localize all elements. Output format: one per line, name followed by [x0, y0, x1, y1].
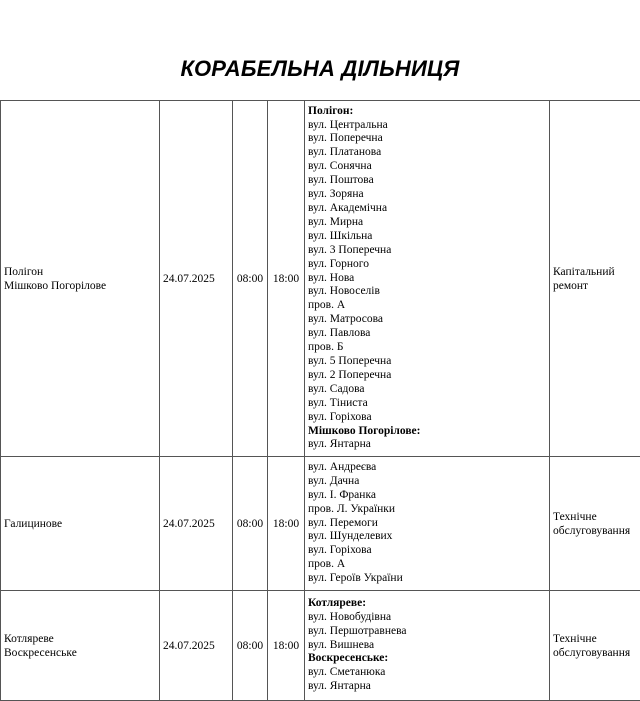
address-line: вул. Сметанюка [308, 666, 546, 680]
work-type-line: обслуговування [553, 646, 640, 660]
work-type-line: Капітальний [553, 265, 640, 279]
address-line: вул. Новобудівна [308, 611, 546, 625]
address-line: вул. Павлова [308, 327, 546, 341]
schedule-rows [1, 101, 640, 701]
page-title: КОРАБЕЛЬНА ДІЛЬНИЦЯ [0, 56, 640, 82]
address-group-heading: Полігон: [308, 105, 546, 119]
settlement-line: Мішково Погорілове [4, 279, 156, 293]
address-line: вул. Андреєва [308, 461, 546, 475]
address-line: вул. Академічна [308, 202, 546, 216]
address-list-cell [305, 591, 550, 701]
address-line: вул. Горіхова [308, 411, 546, 425]
address-line: вул. Зоряна [308, 188, 546, 202]
address-line: вул. 3 Поперечна [308, 244, 546, 258]
time-from-cell: 08:00 [233, 591, 268, 701]
settlement-cell [1, 101, 160, 457]
address-line: вул. Дачна [308, 475, 546, 489]
date-cell: 24.07.2025 [160, 457, 233, 591]
address-line: вул. Сонячна [308, 160, 546, 174]
time-to-cell: 18:00 [268, 591, 305, 701]
table-row [1, 101, 640, 457]
address-line: вул. Центральна [308, 119, 546, 133]
work-type-line: обслуговування [553, 524, 640, 538]
address-group-heading: Котляреве: [308, 597, 546, 611]
address-line: вул. Новоселів [308, 285, 546, 299]
settlement-cell [1, 457, 160, 591]
settlement-line: Полігон [4, 265, 156, 279]
time-from-cell: 08:00 [233, 457, 268, 591]
outage-schedule-table [0, 100, 640, 701]
address-list-cell [305, 101, 550, 457]
address-line: пров. Б [308, 341, 546, 355]
address-line: вул. Садова [308, 383, 546, 397]
settlement-cell [1, 591, 160, 701]
time-to-cell: 18:00 [268, 457, 305, 591]
date-cell: 24.07.2025 [160, 591, 233, 701]
address-line: вул. Шунделевих [308, 530, 546, 544]
address-line: вул. Янтарна [308, 438, 546, 452]
work-type-line: ремонт [553, 279, 640, 293]
settlement-line: Котляреве [4, 632, 156, 646]
address-line: вул. Поштова [308, 174, 546, 188]
address-line: вул. Мирна [308, 216, 546, 230]
address-line: вул. Янтарна [308, 680, 546, 694]
settlement-line: Галицинове [4, 517, 156, 531]
address-line: вул. Вишнева [308, 639, 546, 653]
time-from-cell: 08:00 [233, 101, 268, 457]
address-line: вул. Нова [308, 272, 546, 286]
address-line: вул. Героїв України [308, 572, 546, 586]
address-line: вул. 5 Поперечна [308, 355, 546, 369]
address-line: вул. Шкільна [308, 230, 546, 244]
time-to-cell: 18:00 [268, 101, 305, 457]
address-line: пров. А [308, 558, 546, 572]
address-group-heading: Мішково Погорілове: [308, 425, 546, 439]
address-line: вул. Поперечна [308, 132, 546, 146]
settlement-line: Воскресенське [4, 646, 156, 660]
address-line: вул. Тіниста [308, 397, 546, 411]
date-cell: 24.07.2025 [160, 101, 233, 457]
address-list-cell [305, 457, 550, 591]
table-row [1, 591, 640, 701]
address-group-heading: Воскресенське: [308, 652, 546, 666]
work-type-line: Технічне [553, 510, 640, 524]
address-line: вул. І. Франка [308, 489, 546, 503]
address-line: вул. Горіхова [308, 544, 546, 558]
address-line: вул. 2 Поперечна [308, 369, 546, 383]
address-line: вул. Першотравнева [308, 625, 546, 639]
address-line: пров. Л. Українки [308, 503, 546, 517]
address-line: вул. Платанова [308, 146, 546, 160]
work-type-line: Технічне [553, 632, 640, 646]
work-type-cell [550, 457, 640, 591]
address-line: пров. А [308, 299, 546, 313]
work-type-cell [550, 101, 640, 457]
address-line: вул. Перемоги [308, 517, 546, 531]
address-line: вул. Горного [308, 258, 546, 272]
work-type-cell [550, 591, 640, 701]
address-line: вул. Матросова [308, 313, 546, 327]
table-row [1, 457, 640, 591]
